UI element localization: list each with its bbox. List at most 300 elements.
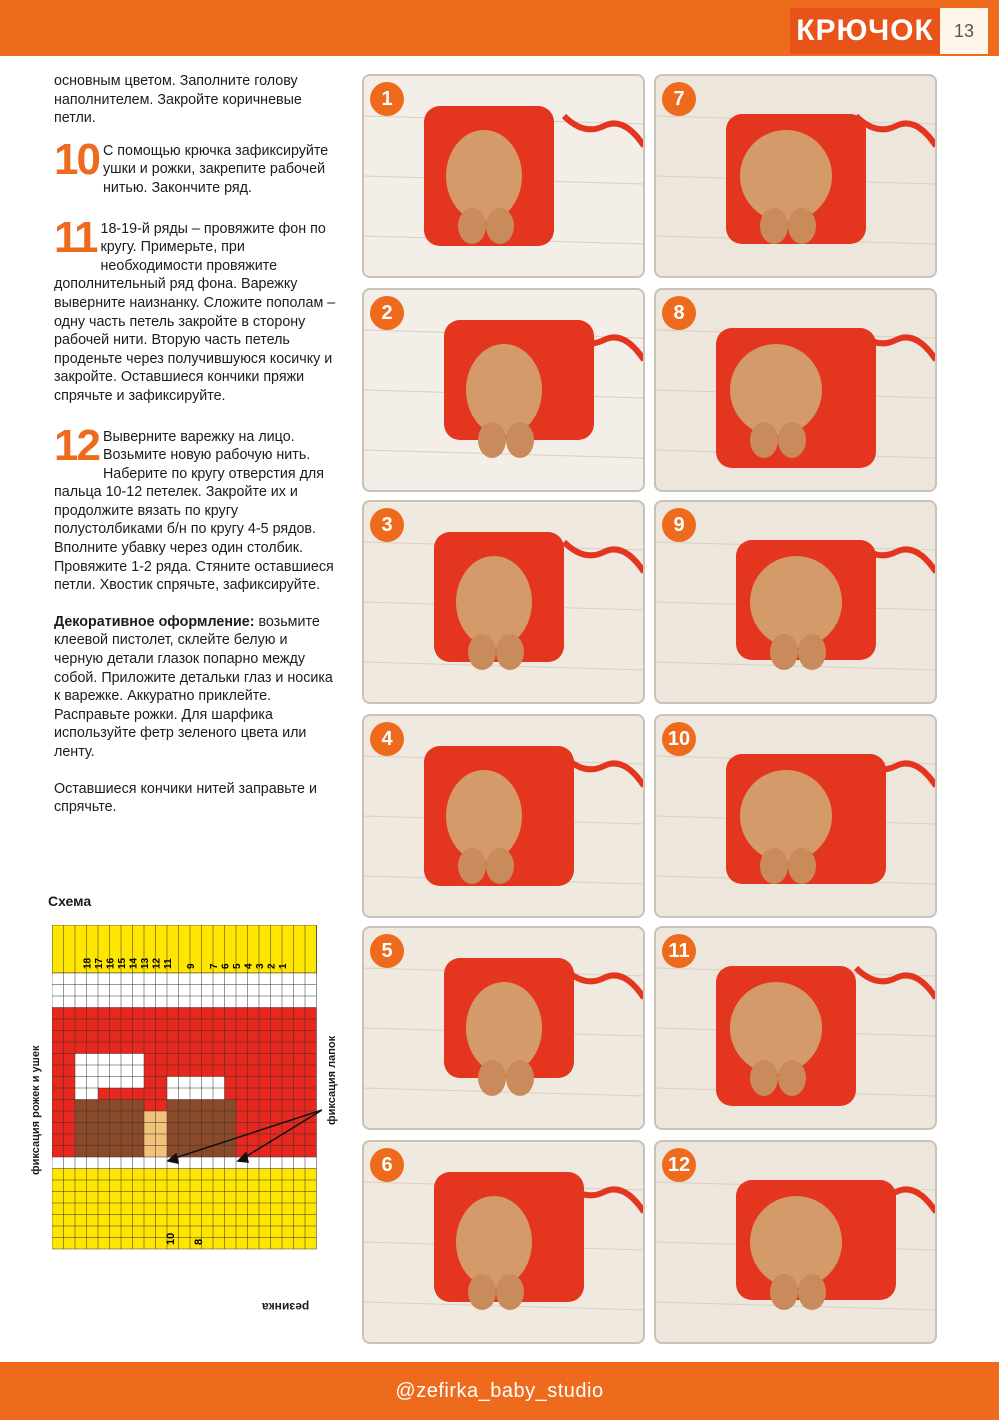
chart-cell: [64, 1054, 76, 1066]
chart-cell: [179, 1226, 191, 1238]
chart-cell: [64, 1077, 76, 1089]
chart-cell: [167, 1042, 179, 1054]
chart-cell: [144, 1031, 156, 1043]
step-10: [54, 134, 336, 198]
photo-illustration: [364, 502, 643, 702]
chart-cell: [305, 1192, 317, 1204]
chart-cell: [282, 1215, 294, 1227]
chart-cell: [179, 1088, 191, 1100]
chart-cell: [133, 1203, 145, 1215]
chart-cell: [248, 1019, 260, 1031]
chart-cell: [98, 1100, 110, 1112]
chart-cell: [294, 1203, 306, 1215]
chart-cell: [75, 1180, 87, 1192]
chart-cell: [167, 1077, 179, 1089]
chart-cell: [98, 1088, 110, 1100]
chart-cell: [110, 1077, 122, 1089]
chart-cell: [271, 1215, 283, 1227]
chart-cell: [190, 1031, 202, 1043]
chart-row-number: 18: [82, 957, 94, 969]
chart-cell: [305, 1146, 317, 1158]
chart-cell: [156, 1042, 168, 1054]
chart-cell: [179, 1192, 191, 1204]
chart-cell: [294, 985, 306, 997]
chart-cell: [213, 1192, 225, 1204]
step-photo-3: [362, 500, 645, 704]
chart-cell: [64, 1146, 76, 1158]
chart-cell: [259, 1054, 271, 1066]
chart-cell: [190, 1065, 202, 1077]
chart-cell: [282, 1203, 294, 1215]
chart-cell: [305, 1238, 317, 1250]
chart-cell: [225, 1123, 237, 1135]
chart-cell: [121, 1054, 133, 1066]
chart-cell: [167, 1065, 179, 1077]
chart-cell: [294, 1134, 306, 1146]
chart-cell: [75, 1088, 87, 1100]
chart-cell: [236, 1203, 248, 1215]
chart-cell: [133, 1134, 145, 1146]
chart-cell: [167, 973, 179, 985]
chart-cell: [213, 996, 225, 1008]
chart-cell: [144, 996, 156, 1008]
chart-cell: [110, 1054, 122, 1066]
chart-cell: [144, 1123, 156, 1135]
chart-cell: [144, 1111, 156, 1123]
chart-cell: [87, 1019, 99, 1031]
chart-cell: [144, 1042, 156, 1054]
chart-cell: [144, 1203, 156, 1215]
chart-cell: [110, 1008, 122, 1020]
chart-cell: [110, 1192, 122, 1204]
chart-cell: [202, 973, 214, 985]
chart-cell: [248, 1054, 260, 1066]
footer-handle: @zefirka_baby_studio: [395, 1379, 604, 1402]
chart-cell: [52, 1077, 64, 1089]
chart-cell: [98, 1111, 110, 1123]
chart-cell: [202, 1054, 214, 1066]
chart-cell: [156, 1065, 168, 1077]
chart-cell: [133, 1100, 145, 1112]
chart-cell: [167, 1008, 179, 1020]
chart-cell: [236, 1169, 248, 1181]
step-number: 11: [54, 212, 97, 262]
chart-cell: [190, 1123, 202, 1135]
chart-cell: [133, 1008, 145, 1020]
chart-cell: [202, 1134, 214, 1146]
chart-cell: [236, 1100, 248, 1112]
chart-cell: [190, 1169, 202, 1181]
chart-cell: [202, 985, 214, 997]
chart-cell: [202, 1215, 214, 1227]
chart-cell: [121, 1180, 133, 1192]
chart-cell: [156, 1100, 168, 1112]
chart-cell: [271, 1019, 283, 1031]
chart-cell: [75, 1031, 87, 1043]
chart-cell: [133, 996, 145, 1008]
chart-cell: [110, 1146, 122, 1158]
chart-cell: [213, 1031, 225, 1043]
chart-cell: [294, 1238, 306, 1250]
chart-cell: [87, 1008, 99, 1020]
chart-cell: [87, 1192, 99, 1204]
chart-cell: [259, 985, 271, 997]
chart-cell: [110, 1238, 122, 1250]
chart-cell: [64, 1215, 76, 1227]
chart-cell: [305, 1215, 317, 1227]
chart-cell: [202, 1192, 214, 1204]
chart-cell: [98, 1077, 110, 1089]
chart-row-number: 15: [117, 957, 128, 969]
chart-cell: [133, 973, 145, 985]
chart-cell: [213, 1019, 225, 1031]
chart-cell: [144, 1157, 156, 1169]
chart-cell: [271, 1031, 283, 1043]
chart-cell: [121, 1134, 133, 1146]
chart-cell: [236, 1019, 248, 1031]
chart-cell: [75, 1215, 87, 1227]
chart-cell: [202, 1203, 214, 1215]
chart-cell: [202, 1008, 214, 1020]
photo-illustration: [656, 76, 935, 276]
chart-cell: [121, 1192, 133, 1204]
chart-cell: [294, 1065, 306, 1077]
chart-cell: [75, 1134, 87, 1146]
chart-cell: [190, 1008, 202, 1020]
chart-cell: [202, 1077, 214, 1089]
step-photo-6: [362, 1140, 645, 1344]
chart-cell: [294, 1226, 306, 1238]
chart-cell: [110, 1065, 122, 1077]
chart-cell: [294, 1088, 306, 1100]
chart-cell: [87, 1123, 99, 1135]
chart-cell: [133, 1065, 145, 1077]
chart-cell: [87, 973, 99, 985]
chart-cell: [75, 1157, 87, 1169]
chart-cell: [271, 996, 283, 1008]
step-photo-12: [654, 1140, 937, 1344]
chart-cell: [64, 985, 76, 997]
chart-cell: [305, 1088, 317, 1100]
chart-cell: [236, 1077, 248, 1089]
chart-cell: [98, 1238, 110, 1250]
step-badge: 8: [662, 296, 696, 330]
chart-cell: [248, 1192, 260, 1204]
chart-cell: [190, 1111, 202, 1123]
chart-cell: [294, 1169, 306, 1181]
chart-cell: [121, 1169, 133, 1181]
chart-cell: [167, 996, 179, 1008]
chart-cell: [179, 1169, 191, 1181]
chart-cell: [190, 1157, 202, 1169]
chart-cell: [167, 1203, 179, 1215]
chart-cell: [213, 1065, 225, 1077]
step-11: [54, 212, 336, 406]
chart-cell: [236, 1088, 248, 1100]
chart-cell: [225, 1077, 237, 1089]
chart-cell: [52, 1019, 64, 1031]
chart-cell: [167, 1123, 179, 1135]
chart-cell: [225, 1180, 237, 1192]
chart-cell: [179, 1123, 191, 1135]
chart-cell: [98, 996, 110, 1008]
chart-cell: [75, 1146, 87, 1158]
chart-cell: [87, 1203, 99, 1215]
chart-cell: [52, 1238, 64, 1250]
chart-cell: [144, 1215, 156, 1227]
chart-cell: [87, 1065, 99, 1077]
chart-cell: [64, 1180, 76, 1192]
chart-cell: [144, 1100, 156, 1112]
chart-cell: [282, 1100, 294, 1112]
chart-cell: [87, 1031, 99, 1043]
chart-cell: [98, 1008, 110, 1020]
chart-row-number: 7: [209, 963, 220, 969]
chart-cell: [259, 1088, 271, 1100]
chart-cell: [167, 1019, 179, 1031]
chart-cell: [248, 1180, 260, 1192]
footer-bar: [0, 1362, 999, 1420]
chart-cell: [121, 1100, 133, 1112]
chart-cell: [305, 985, 317, 997]
chart-cell: [213, 1226, 225, 1238]
chart-cell: [121, 1111, 133, 1123]
chart-cell: [52, 1008, 64, 1020]
chart-cell: [213, 1238, 225, 1250]
chart-cell: [52, 1123, 64, 1135]
chart-cell: [156, 1180, 168, 1192]
chart-cell: [121, 1031, 133, 1043]
chart-cell: [213, 1054, 225, 1066]
chart-cell: [75, 1065, 87, 1077]
chart-cell: [110, 1031, 122, 1043]
step-badge: 6: [370, 1148, 404, 1182]
decoration-paragraph: [54, 613, 336, 762]
chart-cell: [202, 1100, 214, 1112]
chart-cell: [133, 1042, 145, 1054]
photo-illustration: [364, 928, 643, 1128]
chart-cell: [236, 1031, 248, 1043]
photo-illustration: [656, 928, 935, 1128]
chart-cell: [259, 1077, 271, 1089]
chart-cell: [213, 1008, 225, 1020]
chart-cell: [202, 1123, 214, 1135]
chart-cell: [282, 1180, 294, 1192]
chart-cell: [225, 1169, 237, 1181]
chart-cell: [133, 1111, 145, 1123]
step-text: Выверните варежку на лицо. Возьмите новую рабочую нить. Наберите по кругу отверстия для пальца 10-12 петелек. Закройте их и продолжите вязать по кругу полустолбиками б/н по кругу 4-5 рядов. Вполните убавку через один столбик. Провяжите 1-2 ряда. Стяните оставшиеся петли. Хвостик спрячьте, зафиксируйте.: [54, 428, 334, 594]
chart-cell: [156, 1031, 168, 1043]
chart-cell: [87, 1054, 99, 1066]
chart-cell: [133, 1088, 145, 1100]
chart-cell: [133, 1077, 145, 1089]
chart-cell: [144, 985, 156, 997]
chart-cell: [75, 1226, 87, 1238]
chart-cell: [98, 1019, 110, 1031]
chart-cell: [167, 1100, 179, 1112]
chart-row-number: 14: [128, 957, 140, 969]
chart-cell: [64, 1226, 76, 1238]
chart-cell: [167, 1111, 179, 1123]
ribbing-label: резинка: [262, 1300, 310, 1314]
chart-cell: [52, 1054, 64, 1066]
step-badge: 11: [662, 934, 696, 968]
chart-cell: [110, 1180, 122, 1192]
chart-cell: [52, 985, 64, 997]
chart-cell: [179, 1042, 191, 1054]
chart-cell: [133, 1238, 145, 1250]
chart-cell: [110, 1088, 122, 1100]
chart-cell: [225, 1111, 237, 1123]
chart-cell: [98, 973, 110, 985]
chart-cell: [144, 1077, 156, 1089]
chart-cell: [294, 1019, 306, 1031]
photo-illustration: [364, 290, 643, 490]
chart-cell: [225, 1008, 237, 1020]
chart-cell: [98, 1180, 110, 1192]
chart-cell: [271, 1008, 283, 1020]
chart-cell: [179, 985, 191, 997]
chart-cell: [271, 1042, 283, 1054]
chart-cell: [259, 1180, 271, 1192]
chart-cell: [294, 1008, 306, 1020]
chart-cell: [248, 1042, 260, 1054]
chart-cell: [305, 1019, 317, 1031]
chart-cell: [294, 1100, 306, 1112]
chart-cell: [225, 1088, 237, 1100]
label-horns-ears: фиксация рожек и ушек: [30, 1045, 42, 1175]
decoration-text: возьмите клеевой пистолет, склейте белую и черную детали глазок попарно между собой. Приложите детальки глаз и носика к варежке. Аккуратно приклейте. Расправьте рожки. Для шарфика используйте фетр зеленого цвета или ленту.: [54, 613, 333, 760]
chart-cell: [213, 1088, 225, 1100]
chart-cell: [271, 1100, 283, 1112]
chart-cell: [282, 996, 294, 1008]
chart-cell: [225, 1146, 237, 1158]
chart-cell: [271, 1088, 283, 1100]
chart-cell: [271, 1157, 283, 1169]
chart-cell: [144, 973, 156, 985]
chart-cell: [156, 1019, 168, 1031]
chart-cell: [236, 1123, 248, 1135]
chart-cell: [167, 1088, 179, 1100]
chart-cell: [236, 1111, 248, 1123]
step-text: 18-19-й ряды – провяжите фон по кругу. Примерьте, при необходимости провяжите дополнительный ряд фона. Варежку выверните наизнанку. Сложите пополам – одну часть петель закройте в сторону рабочей нити. Вторую часть петель проденьте через получившуюся косичку и закройте. Оставшиеся кончики пряжи спрячьте и зафиксируйте.: [54, 220, 336, 404]
step-photo-11: [654, 926, 937, 1130]
step-number: 12: [54, 420, 99, 470]
chart-cell: [144, 1054, 156, 1066]
chart-cell: [133, 1146, 145, 1158]
chart-cell: [98, 1134, 110, 1146]
section-tag: КРЮЧОК: [790, 8, 940, 54]
chart-row-number: 4: [243, 963, 255, 969]
chart-cell: [305, 1180, 317, 1192]
chart-cell: [52, 1226, 64, 1238]
chart-row-number: 12: [151, 957, 163, 969]
chart-cell: [75, 1192, 87, 1204]
chart-cell: [236, 1215, 248, 1227]
chart-cell: [87, 1111, 99, 1123]
chart-cell: [271, 1065, 283, 1077]
chart-cell: [121, 1146, 133, 1158]
chart-cell: [179, 1065, 191, 1077]
chart-cell: [190, 1088, 202, 1100]
chart-cell: [156, 1157, 168, 1169]
chart-cell: [144, 1134, 156, 1146]
chart-cell: [213, 1146, 225, 1158]
chart-cell: [87, 985, 99, 997]
chart-cell: [305, 996, 317, 1008]
chart-cell: [52, 1042, 64, 1054]
chart-cell: [248, 1226, 260, 1238]
chart-cell: [121, 1042, 133, 1054]
chart-cell: [87, 1146, 99, 1158]
chart-cell: [225, 1054, 237, 1066]
chart-cell: [156, 1203, 168, 1215]
chart-cell: [225, 1031, 237, 1043]
chart-cell: [248, 1077, 260, 1089]
chart-cell: [248, 1111, 260, 1123]
chart-cell: [156, 1054, 168, 1066]
chart-cell: [248, 1238, 260, 1250]
step-badge: 12: [662, 1148, 696, 1182]
chart-cell: [98, 1065, 110, 1077]
chart-cell: [64, 1134, 76, 1146]
chart-cell: [179, 1019, 191, 1031]
chart-cell: [294, 996, 306, 1008]
chart-cell: [121, 1008, 133, 1020]
chart-cell: [87, 1157, 99, 1169]
chart-cell: [190, 1226, 202, 1238]
photo-illustration: [656, 502, 935, 702]
chart-cell: [271, 1203, 283, 1215]
chart-cell: [225, 1192, 237, 1204]
chart-cell: [179, 1100, 191, 1112]
chart-cell: [167, 1192, 179, 1204]
chart-cell: [259, 1157, 271, 1169]
chart-cell: [305, 1100, 317, 1112]
chart-cell: [305, 1008, 317, 1020]
chart-cell: [75, 1111, 87, 1123]
chart-cell: [294, 1042, 306, 1054]
chart-cell: [144, 1169, 156, 1181]
chart-cell: [110, 996, 122, 1008]
chart-cell: [121, 1123, 133, 1135]
chart-cell: [179, 996, 191, 1008]
chart-cell: [52, 1146, 64, 1158]
chart-cell: [259, 1203, 271, 1215]
chart-row-number: 13: [140, 957, 151, 969]
chart-cell: [248, 1215, 260, 1227]
chart-cell: [133, 1192, 145, 1204]
chart-cell: [305, 1042, 317, 1054]
chart-cell: [52, 1134, 64, 1146]
chart-cell: [167, 1169, 179, 1181]
chart-cell: [167, 1215, 179, 1227]
chart-cell: [110, 1157, 122, 1169]
chart-cell: [110, 1042, 122, 1054]
chart-cell: [167, 1134, 179, 1146]
chart-cell: [271, 1054, 283, 1066]
chart-cell: [225, 1100, 237, 1112]
chart-cell: [248, 1031, 260, 1043]
chart-cell: [213, 1042, 225, 1054]
chart-cell: [52, 1100, 64, 1112]
chart-cell: [156, 1111, 168, 1123]
chart-cell: [144, 1088, 156, 1100]
chart-cell: [190, 1054, 202, 1066]
chart-cell: [236, 1065, 248, 1077]
step-12: [54, 420, 336, 595]
chart-cell: [156, 1088, 168, 1100]
